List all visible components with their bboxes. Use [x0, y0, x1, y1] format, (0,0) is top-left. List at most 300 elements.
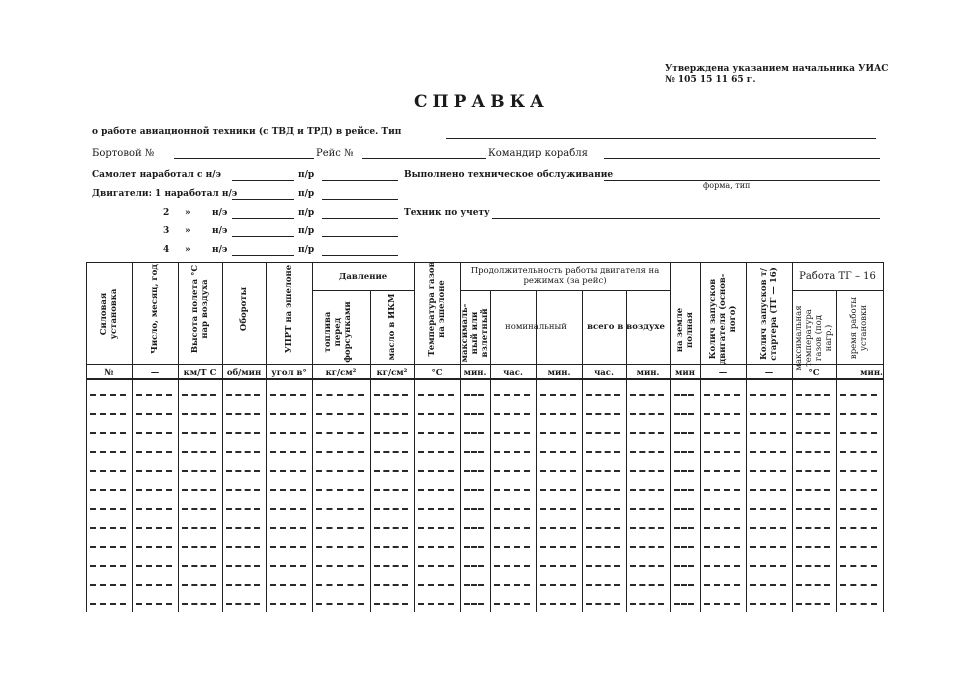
header-upr: УПРТ на эшелоне [284, 264, 294, 354]
table-cell[interactable] [586, 603, 620, 605]
table-cell[interactable] [796, 470, 830, 472]
table-cell[interactable] [226, 394, 260, 396]
col-line [86, 262, 87, 612]
plane-ne-field[interactable] [232, 180, 294, 181]
table-cell[interactable] [270, 527, 306, 529]
table-cell[interactable] [540, 470, 576, 472]
table-cell[interactable] [136, 527, 172, 529]
engine4-pr-label: п/р [298, 245, 315, 255]
table-cell[interactable] [796, 394, 830, 396]
table-cell[interactable] [840, 489, 877, 491]
table-cell[interactable] [540, 413, 576, 415]
board-field[interactable] [174, 158, 314, 159]
table-cell[interactable] [90, 603, 126, 605]
unit-fuel: кг/см² [325, 368, 357, 378]
table-cell[interactable] [704, 451, 740, 453]
technician-label: Техник по учету [404, 208, 490, 218]
table-cell[interactable] [674, 527, 694, 529]
table-cell[interactable] [316, 489, 364, 491]
table-cell[interactable] [704, 394, 740, 396]
table-cell[interactable] [630, 432, 664, 434]
header-starts-engine: Колич запусков двигателя (основ-ного) [708, 273, 738, 365]
table-cell[interactable] [182, 489, 216, 491]
table-cell[interactable] [418, 565, 454, 567]
table-cell[interactable] [750, 508, 786, 510]
table-cell[interactable] [418, 470, 454, 472]
table-cell[interactable] [182, 527, 216, 529]
table-cell[interactable] [270, 565, 306, 567]
table-cell[interactable] [136, 489, 172, 491]
col-line [370, 290, 371, 612]
header-rpm: Обороты [239, 286, 249, 332]
table-cell[interactable] [674, 451, 694, 453]
engine1-label: Двигатели: 1 наработал н/э [92, 189, 238, 199]
table-cell[interactable] [316, 508, 364, 510]
table-cell[interactable] [90, 413, 126, 415]
table-cell[interactable] [840, 470, 877, 472]
engine3-arrow: » [185, 226, 191, 236]
table-cell[interactable] [270, 508, 306, 510]
table-cell[interactable] [674, 470, 694, 472]
table-cell[interactable] [182, 603, 216, 605]
table-cell[interactable] [796, 489, 830, 491]
table-cell[interactable] [316, 413, 364, 415]
table-cell[interactable] [704, 527, 740, 529]
engine2-ne-field[interactable] [232, 218, 294, 219]
col-line [700, 262, 701, 612]
table-cell[interactable] [464, 394, 484, 396]
table-cell[interactable] [796, 603, 830, 605]
unit-gas-temp: °C [431, 368, 443, 378]
table-cell[interactable] [494, 565, 530, 567]
table-cell[interactable] [494, 432, 530, 434]
table-cell[interactable] [796, 432, 830, 434]
table-cell[interactable] [704, 603, 740, 605]
table-cell[interactable] [704, 546, 740, 548]
header-tg16: Работа ТГ – 16 [799, 271, 876, 282]
table-cell[interactable] [750, 451, 786, 453]
table-cell[interactable] [494, 603, 530, 605]
table-cell[interactable] [270, 603, 306, 605]
table-cell[interactable] [494, 470, 530, 472]
unit-rpm: об/мин [226, 368, 262, 378]
table-cell[interactable] [586, 432, 620, 434]
table-cell[interactable] [316, 432, 364, 434]
table-cell[interactable] [540, 432, 576, 434]
engine3-number: 3 [163, 226, 170, 236]
table-cell[interactable] [586, 413, 620, 415]
table-cell[interactable] [182, 413, 216, 415]
col-line [626, 290, 627, 612]
engine3-pr-field[interactable] [322, 236, 398, 237]
table-cell[interactable] [226, 432, 260, 434]
table-cell[interactable] [674, 546, 694, 548]
table-cell[interactable] [136, 432, 172, 434]
table-cell[interactable] [374, 470, 408, 472]
table-cell[interactable] [226, 584, 260, 586]
unit-max-temp: °С [808, 368, 820, 378]
table-cell[interactable] [840, 546, 877, 548]
tg16-subline [792, 290, 883, 291]
table-cell[interactable] [586, 527, 620, 529]
commander-field[interactable] [604, 158, 880, 159]
engine2-pr-label: п/р [298, 208, 315, 218]
table-cell[interactable] [316, 546, 364, 548]
table-cell[interactable] [796, 413, 830, 415]
table-cell[interactable] [374, 565, 408, 567]
col-line [490, 290, 491, 612]
table-cell[interactable] [840, 451, 877, 453]
table-cell[interactable] [90, 394, 126, 396]
table-cell[interactable] [226, 413, 260, 415]
table-cell[interactable] [750, 432, 786, 434]
table-cell[interactable] [270, 584, 306, 586]
table-cell[interactable] [796, 565, 830, 567]
table-cell[interactable] [750, 527, 786, 529]
table-cell[interactable] [182, 508, 216, 510]
table-cell[interactable] [418, 603, 454, 605]
table-cell[interactable] [182, 565, 216, 567]
col-line [312, 262, 313, 612]
table-cell[interactable] [316, 394, 364, 396]
engine4-ne-field[interactable] [232, 255, 294, 256]
table-cell[interactable] [270, 489, 306, 491]
table-cell[interactable] [136, 451, 172, 453]
table-cell[interactable] [374, 508, 408, 510]
table-cell[interactable] [840, 565, 877, 567]
table-cell[interactable] [750, 470, 786, 472]
plane-pr-field[interactable] [322, 180, 398, 181]
table-cell[interactable] [750, 546, 786, 548]
engine1-pr-label: п/р [298, 189, 315, 199]
table-cell[interactable] [586, 546, 620, 548]
table-cell[interactable] [136, 584, 172, 586]
table-cell[interactable] [90, 489, 126, 491]
table-cell[interactable] [674, 432, 694, 434]
table-cell[interactable] [418, 413, 454, 415]
table-cell[interactable] [630, 584, 664, 586]
table-cell[interactable] [374, 489, 408, 491]
form-type-caption: форма, тип [703, 181, 751, 190]
unit-air-min: мин. [636, 368, 660, 378]
col-line [536, 290, 537, 612]
table-cell[interactable] [674, 565, 694, 567]
table-cell[interactable] [586, 508, 620, 510]
table-cell[interactable] [374, 394, 408, 396]
table-cell[interactable] [704, 470, 740, 472]
table-cell[interactable] [796, 584, 830, 586]
table-cell[interactable] [750, 603, 786, 605]
header-total-air: всего в воздухе [587, 322, 665, 332]
table-cell[interactable] [316, 527, 364, 529]
table-cell[interactable] [464, 413, 484, 415]
table-cell[interactable] [704, 508, 740, 510]
unit-work-time: мин. [860, 368, 883, 378]
table-cell[interactable] [464, 508, 484, 510]
table-cell[interactable] [418, 584, 454, 586]
commander-label: Командир корабля [488, 148, 588, 159]
table-cell[interactable] [494, 489, 530, 491]
table-cell[interactable] [494, 527, 530, 529]
table-cell[interactable] [796, 451, 830, 453]
board-label: Бортовой № [92, 148, 155, 159]
technician-field[interactable] [492, 218, 880, 219]
unit-date: — [150, 368, 160, 378]
table-cell[interactable] [464, 432, 484, 434]
flight-label: Рейс № [316, 148, 354, 159]
table-cell[interactable] [674, 584, 694, 586]
table-cell[interactable] [316, 584, 364, 586]
table-cell[interactable] [630, 489, 664, 491]
table-cell[interactable] [374, 451, 408, 453]
header-date: Число, месяц, год [150, 264, 160, 354]
engine2-ne-label: н/э [212, 208, 228, 218]
table-cell[interactable] [418, 451, 454, 453]
table-cell[interactable] [494, 546, 530, 548]
unit-max: мин. [463, 368, 487, 378]
type-field[interactable] [446, 138, 876, 139]
header-nominal: номинальный [505, 322, 567, 332]
table-cell[interactable] [374, 432, 408, 434]
unit-ground: мин [675, 368, 695, 378]
table-cell[interactable] [418, 489, 454, 491]
table-cell[interactable] [136, 603, 172, 605]
table-cell[interactable] [750, 565, 786, 567]
table-cell[interactable] [840, 584, 877, 586]
header-bottom-border [86, 378, 883, 380]
table-cell[interactable] [750, 394, 786, 396]
table-cell[interactable] [418, 527, 454, 529]
header-work-time: время работы установки [849, 296, 869, 360]
table-cell[interactable] [270, 546, 306, 548]
table-cell[interactable] [90, 432, 126, 434]
page-title: СПРАВКА [414, 92, 549, 112]
table-cell[interactable] [226, 470, 260, 472]
header-gas-temp: Температура газов на эшелоне [427, 261, 447, 357]
table-cell[interactable] [270, 451, 306, 453]
table-cell[interactable] [674, 508, 694, 510]
table-cell[interactable] [630, 603, 664, 605]
table-cell[interactable] [418, 432, 454, 434]
table-cell[interactable] [90, 508, 126, 510]
engine4-arrow: » [185, 245, 191, 255]
table-cell[interactable] [674, 603, 694, 605]
engine4-number: 4 [163, 245, 170, 255]
table-cell[interactable] [182, 584, 216, 586]
table-cell[interactable] [494, 508, 530, 510]
table-cell[interactable] [374, 584, 408, 586]
table-cell[interactable] [540, 508, 576, 510]
table-cell[interactable] [674, 489, 694, 491]
engine1-pr-field[interactable] [322, 199, 398, 200]
table-cell[interactable] [840, 413, 877, 415]
table-cell[interactable] [704, 565, 740, 567]
table-cell[interactable] [182, 470, 216, 472]
table-cell[interactable] [586, 394, 620, 396]
table-cell[interactable] [136, 546, 172, 548]
table-cell[interactable] [840, 508, 877, 510]
flight-field[interactable] [362, 158, 486, 159]
engine4-pr-field[interactable] [322, 255, 398, 256]
table-cell[interactable] [464, 565, 484, 567]
table-cell[interactable] [586, 584, 620, 586]
table-cell[interactable] [750, 584, 786, 586]
engine3-ne-field[interactable] [232, 236, 294, 237]
table-cell[interactable] [464, 546, 484, 548]
table-cell[interactable] [796, 508, 830, 510]
table-cell[interactable] [374, 603, 408, 605]
table-cell[interactable] [540, 565, 576, 567]
table-cell[interactable] [136, 394, 172, 396]
table-cell[interactable] [418, 546, 454, 548]
table-cell[interactable] [630, 394, 664, 396]
table-cell[interactable] [90, 470, 126, 472]
table-cell[interactable] [630, 413, 664, 415]
table-cell[interactable] [586, 565, 620, 567]
table-cell[interactable] [226, 489, 260, 491]
unit-oil: кг/см² [376, 368, 408, 378]
table-cell[interactable] [374, 546, 408, 548]
table-cell[interactable] [418, 394, 454, 396]
unit-altitude: км/Т С [183, 368, 217, 378]
table-cell[interactable] [374, 413, 408, 415]
table-cell[interactable] [226, 546, 260, 548]
table-cell[interactable] [182, 546, 216, 548]
header-ground: на земле полная [675, 307, 695, 353]
table-cell[interactable] [316, 565, 364, 567]
table-cell[interactable] [494, 584, 530, 586]
maintenance-label: Выполнено техническое обслуживание [404, 170, 614, 180]
table-cell[interactable] [90, 546, 126, 548]
plane-pr-label: п/р [298, 170, 315, 180]
table-cell[interactable] [270, 394, 306, 396]
table-cell[interactable] [704, 584, 740, 586]
table-cell[interactable] [630, 565, 664, 567]
col-line [746, 262, 747, 612]
table-cell[interactable] [586, 451, 620, 453]
table-cell[interactable] [540, 584, 576, 586]
table-cell[interactable] [540, 546, 576, 548]
unit-air-hour: час. [594, 368, 614, 378]
table-cell[interactable] [136, 508, 172, 510]
table-cell[interactable] [540, 451, 576, 453]
table-cell[interactable] [136, 413, 172, 415]
unit-starts-engine: — [718, 368, 728, 378]
table-cell[interactable] [704, 432, 740, 434]
col-line [582, 290, 583, 612]
table-cell[interactable] [316, 451, 364, 453]
table-cell[interactable] [90, 584, 126, 586]
col-line [414, 262, 415, 612]
table-cell[interactable] [540, 489, 576, 491]
duration-subline [460, 290, 670, 291]
pressure-subline [312, 290, 414, 291]
table-cell[interactable] [704, 489, 740, 491]
table-cell[interactable] [316, 470, 364, 472]
table-cell[interactable] [494, 394, 530, 396]
about-label: о работе авиационной техники (с ТВД и ТРД) в рейсе. Тип [92, 127, 402, 137]
table-cell[interactable] [226, 451, 260, 453]
table-cell[interactable] [90, 451, 126, 453]
header-altitude: Высота полета °С нар воздуха [190, 264, 210, 354]
table-cell[interactable] [464, 451, 484, 453]
table-cell[interactable] [464, 584, 484, 586]
table-cell[interactable] [374, 527, 408, 529]
unit-nominal-hour: час. [503, 368, 523, 378]
table-cell[interactable] [182, 394, 216, 396]
table-cell[interactable] [750, 413, 786, 415]
table-cell[interactable] [226, 527, 260, 529]
col-line [670, 262, 671, 612]
table-cell[interactable] [494, 451, 530, 453]
table-cell[interactable] [226, 565, 260, 567]
table-cell[interactable] [840, 527, 877, 529]
table-cell[interactable] [270, 413, 306, 415]
col-line [266, 262, 267, 612]
table-cell[interactable] [630, 470, 664, 472]
table-cell[interactable] [540, 394, 576, 396]
unit-upr: угол в° [271, 368, 307, 378]
table-cell[interactable] [182, 451, 216, 453]
engine1-ne-field[interactable] [232, 199, 294, 200]
table-cell[interactable] [494, 413, 530, 415]
table-cell[interactable] [226, 508, 260, 510]
table-cell[interactable] [464, 603, 484, 605]
engine2-pr-field[interactable] [322, 218, 398, 219]
table-cell[interactable] [540, 603, 576, 605]
approval-line-2: № 105 15 11 65 г. [665, 75, 756, 85]
col-line [883, 262, 884, 612]
table-cell[interactable] [586, 489, 620, 491]
table-cell[interactable] [840, 603, 877, 605]
col-line [222, 262, 223, 612]
header-duration: Продолжительность работы двигателя на режимах (за рейс) [470, 266, 660, 286]
table-cell[interactable] [136, 565, 172, 567]
table-cell[interactable] [586, 470, 620, 472]
table-cell[interactable] [630, 508, 664, 510]
table-cell[interactable] [182, 432, 216, 434]
table-cell[interactable] [630, 451, 664, 453]
col-line [836, 290, 837, 612]
table-cell[interactable] [840, 394, 877, 396]
table-cell[interactable] [270, 470, 306, 472]
table-cell[interactable] [540, 527, 576, 529]
table-cell[interactable] [90, 565, 126, 567]
table-cell[interactable] [270, 432, 306, 434]
table-cell[interactable] [90, 527, 126, 529]
table-cell[interactable] [674, 394, 694, 396]
table-cell[interactable] [796, 527, 830, 529]
table-cell[interactable] [840, 432, 877, 434]
table-cell[interactable] [464, 489, 484, 491]
table-cell[interactable] [796, 546, 830, 548]
header-installation: Силовая установка [99, 288, 119, 340]
table-cell[interactable] [418, 508, 454, 510]
approval-line-1: Утверждена указанием начальника УИАС [665, 64, 889, 74]
table-cell[interactable] [630, 546, 664, 548]
table-cell[interactable] [464, 470, 484, 472]
table-cell[interactable] [136, 470, 172, 472]
table-cell[interactable] [316, 603, 364, 605]
engine4-ne-label: н/э [212, 245, 228, 255]
table-cell[interactable] [750, 489, 786, 491]
table-cell[interactable] [630, 527, 664, 529]
table-cell[interactable] [464, 527, 484, 529]
table-cell[interactable] [674, 413, 694, 415]
table-cell[interactable] [704, 413, 740, 415]
header-max: максималь-ный или взлетный [460, 303, 490, 363]
table-cell[interactable] [226, 603, 260, 605]
